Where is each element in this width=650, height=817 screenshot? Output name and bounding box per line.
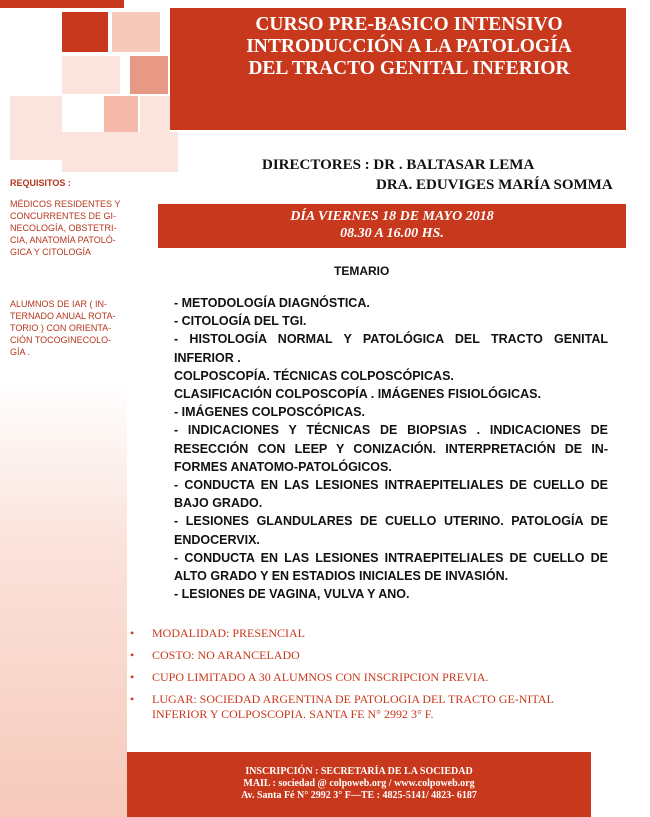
requisitos-line: CONCURRENTES DE GI- <box>10 211 117 221</box>
footer-registration: INSCRIPCIÓN : SECRETARÍA DE LA SOCIEDAD <box>245 766 473 777</box>
date-band <box>158 204 626 248</box>
decorative-square <box>140 96 170 132</box>
bullet-icon: • <box>130 626 135 640</box>
decorative-square <box>62 12 108 52</box>
info-item <box>130 648 600 663</box>
decorative-square <box>62 132 178 172</box>
time-line: 08.30 A 16.00 HS. <box>340 226 444 241</box>
footer-band <box>127 752 591 817</box>
info-item <box>130 670 600 685</box>
info-text: MODALIDAD: PRESENCIAL <box>152 626 305 640</box>
temario-item: CLASIFICACIÓN COLPOSCOPÍA . IMÁGENES FISIOLÓGICAS. <box>174 387 541 402</box>
temario-title: TEMARIO <box>334 264 390 278</box>
temario-item: - INDICACIONES Y TÉCNICAS DE BIOPSIAS . INDICACIONES DE RESECCIÓN CON LEEP Y CONIZACIÓN. INTERPRETACIÓN DE IN-FORMES ANATOMO-PATOLÓGICOS. <box>174 423 608 474</box>
temario-item: - METODOLOGÍA DIAGNÓSTICA. <box>174 296 370 310</box>
footer-address: Av. Santa Fé N° 2992 3° F—TE : 4825-5141/ 4823- 6187 <box>241 790 477 801</box>
temario-item: - LESIONES DE VAGINA, VULVA Y ANO. <box>174 587 410 602</box>
requisitos-block-2 <box>10 298 128 358</box>
bullet-icon: • <box>130 692 135 706</box>
sidebar-gradient <box>0 380 127 817</box>
decorative-square <box>130 56 168 94</box>
temario-item: - CITOLOGÍA DEL TGI. <box>174 314 307 329</box>
requisitos-line: GÍA . <box>10 347 31 357</box>
title-line: CURSO PRE-BASICO INTENSIVO <box>255 14 563 35</box>
footer-mail: MAIL : sociedad @ colpoweb.org / www.colpoweb.org <box>243 778 475 789</box>
requisitos-line: MÉDICOS RESIDENTES Y <box>10 199 121 209</box>
date-line: DÍA VIERNES 18 DE MAYO 2018 <box>290 209 494 224</box>
directors-line-2: DRA. EDUVIGES MARÍA SOMMA <box>376 177 613 193</box>
requisitos-line: TERNADO ANUAL ROTA- <box>10 311 116 321</box>
temario-item: - CONDUCTA EN LAS LESIONES INTRAEPITELIALES DE CUELLO DE BAJO GRADO. <box>174 478 608 511</box>
decorative-square <box>104 96 138 132</box>
temario-item: - IMÁGENES COLPOSCÓPICAS. <box>174 405 365 420</box>
requisitos-line: TORIO ) CON ORIENTA- <box>10 323 112 333</box>
requisitos-line: NECOLOGÍA, OBSTETRI- <box>10 223 117 233</box>
info-item <box>130 692 600 722</box>
requisitos-line: GICA Y CITOLOGÍA <box>10 247 92 257</box>
temario-item: COLPOSCOPÍA. TÉCNICAS COLPOSCÓPICAS. <box>174 368 454 383</box>
decorative-square <box>10 96 62 160</box>
course-title <box>202 14 616 80</box>
requisitos-line: ALUMNOS DE IAR ( IN- <box>10 299 108 309</box>
temario-item: - CONDUCTA EN LAS LESIONES INTRAEPITELIALES DE CUELLO DE ALTO GRADO Y EN ESTADIOS INICIALES DE INVASIÓN. <box>174 550 608 584</box>
requisitos-line: CIA, ANATOMÍA PATOLÓ- <box>10 235 116 245</box>
requisitos-title: REQUISITOS : <box>10 178 71 188</box>
requisitos-line: CIÓN TOCOGINECOLO- <box>10 335 112 345</box>
course-info-list <box>130 626 600 729</box>
info-text: CUPO LIMITADO A 30 ALUMNOS CON INSCRIPCION PREVIA. <box>152 670 489 684</box>
info-text: LUGAR: SOCIEDAD ARGENTINA DE PATOLOGIA DEL TRACTO GE-NITAL INFERIOR Y COLPOSCOPIA. SANTA FE N° 2992 3° F. <box>152 692 554 721</box>
bullet-icon: • <box>130 648 135 662</box>
decorative-square <box>112 12 160 52</box>
bullet-icon: • <box>130 670 135 684</box>
temario-item: - HISTOLOGÍA NORMAL Y PATOLÓGICA DEL TRACTO GENITAL INFERIOR . <box>174 332 608 365</box>
temario-list <box>174 294 608 603</box>
title-line: DEL TRACTO GENITAL INFERIOR <box>248 58 570 79</box>
title-line: INTRODUCCIÓN A LA PATOLOGÍA <box>246 36 572 57</box>
requisitos-block-1 <box>10 198 128 258</box>
info-item <box>130 626 600 641</box>
directors-line-1: DIRECTORES : DR . BALTASAR LEMA <box>262 157 535 173</box>
info-text: COSTO: NO ARANCELADO <box>152 648 300 662</box>
decorative-square <box>0 0 124 8</box>
temario-item: - LESIONES GLANDULARES DE CUELLO UTERINO. PATOLOGÍA DE ENDOCERVIX. <box>174 514 608 547</box>
decorative-square <box>62 56 120 94</box>
